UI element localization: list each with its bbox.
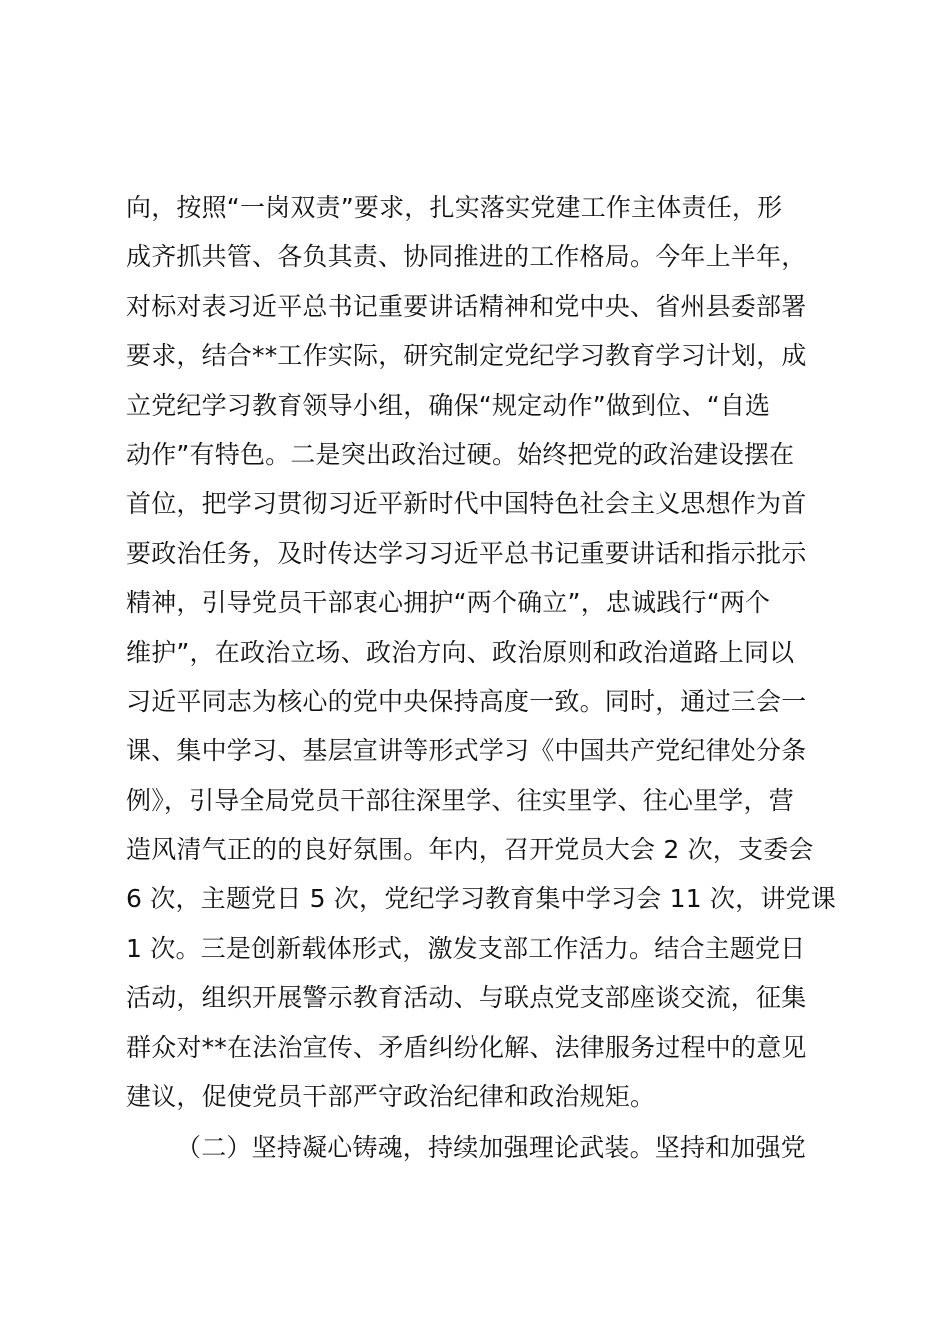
text-line: 课、集中学习、基层宣讲等形式学习《中国共产党纪律处分条 xyxy=(126,736,807,766)
text-line: 立党纪学习教育领导小组，确保“规定动作”做到位、“自选 xyxy=(126,390,771,420)
text-line: 维护”，在政治立场、政治方向、政治原则和政治道路上同以 xyxy=(126,637,795,667)
text-line: 习近平同志为核心的党中央保持高度一致。同时，通过三会一 xyxy=(126,686,807,716)
text-line: 向，按照“一岗双责”要求，扎实落实党建工作主体责任，形 xyxy=(126,193,783,222)
text-line: 例》，引导全局党员干部往深里学、往实里学、往心里学，营 xyxy=(126,785,794,815)
text-line: 6 次，主题党日 5 次，党纪学习教育集中学习会 11 次，讲党课 xyxy=(126,884,836,914)
text-line: 成齐抓共管、各负其责、协同推进的工作格局。今年上半年， xyxy=(126,242,807,272)
text-line: 要政治任务，及时传达学习习近平总书记重要讲话和指示批示 xyxy=(126,538,807,568)
text-line: 对标对表习近平总书记重要讲话精神和党中央、省州县委部署 xyxy=(126,291,807,321)
text-line: 首位，把学习贯彻习近平新时代中国特色社会主义思想作为首 xyxy=(126,489,807,519)
text-line: 造风清气正的的良好氛围。年内，召开党员大会 2 次，支委会 xyxy=(126,835,814,865)
body-text xyxy=(126,183,846,1173)
text-line: 动作”有特色。二是突出政治过硬。始终把党的政治建设摆在 xyxy=(126,439,795,469)
text-line: 要求，结合**工作实际，研究制定党纪学习教育学习计划，成 xyxy=(126,341,807,371)
section-heading-line: （二）坚持凝心铸魂，持续加强理论武装。坚持和加强党 xyxy=(176,1133,807,1163)
text-line: 活动，组织开展警示教育活动、与联点党支部座谈交流，征集 xyxy=(126,983,807,1013)
text-line: 群众对**在法治宣传、矛盾纠纷化解、法律服务过程中的意见 xyxy=(126,1032,807,1062)
text-line: 1 次。三是创新载体形式，激发支部工作活力。结合主题党日 xyxy=(126,933,806,963)
text-line: 建议，促使党员干部严守政治纪律和政治规矩。 xyxy=(126,1082,656,1112)
text-line: 精神，引导党员干部衷心拥护“两个确立”，忠诚践行“两个 xyxy=(126,588,771,618)
